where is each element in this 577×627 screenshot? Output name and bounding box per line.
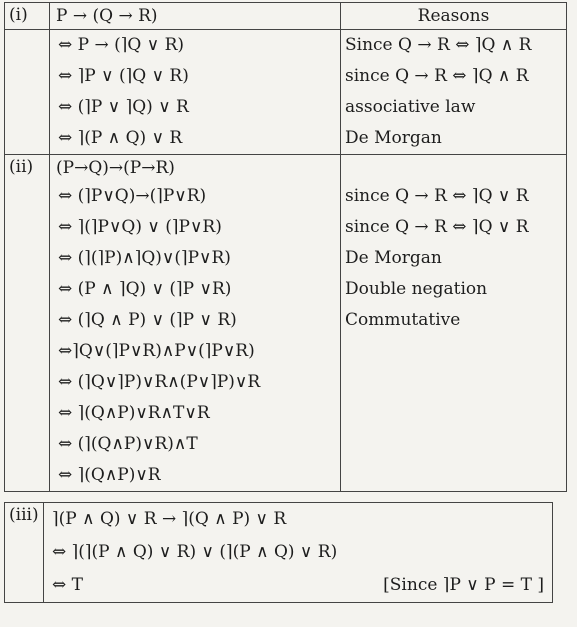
part-ii-step: ⇔ (⌉Q ∧ P) ∨ (⌉P ∨ R) [58, 310, 237, 330]
part-ii-step: ⇔ (⌉(Q∧P)∨R)∧T [58, 434, 198, 454]
part-ii-reason: since Q → R ⇔ ⌉Q ∨ R [345, 186, 529, 206]
part-i-step: ⇔ ⌉P ∨ (⌉Q ∨ R) [58, 66, 189, 86]
part-i-label-spacer [5, 30, 50, 155]
part-ii-label: (ii) [9, 157, 34, 177]
part-label-ii [5, 155, 50, 492]
part-ii-reason-spacer [341, 155, 566, 181]
reasons-header-cell [341, 3, 567, 30]
part-i-reason: De Morgan [345, 128, 442, 148]
part-label-iii [5, 503, 44, 603]
part-i-steps [50, 30, 341, 155]
part-ii-step: ⇔ (⌉(⌉P)∧⌉Q)∨(⌉P∨R) [58, 248, 231, 268]
part-iii-step: ⇔ T [52, 575, 83, 595]
part-i-reasons [341, 30, 567, 155]
proof-table-2 [4, 502, 553, 603]
part-iii-step: ⇔ ⌉(⌉(P ∧ Q) ∨ R) ∨ (⌉(P ∧ Q) ∨ R) [52, 542, 338, 562]
part-i-label: (i) [9, 5, 28, 25]
part-iii-label: (iii) [9, 505, 39, 525]
part-ii-step: ⇔ (P ∧ ⌉Q) ∨ (⌉P ∨R) [58, 279, 232, 299]
proof-table-1 [4, 2, 567, 492]
part-iii-steps [44, 503, 553, 603]
part-ii-reason: since Q → R ⇔ ⌉Q ∨ R [345, 217, 529, 237]
part-ii-header-expression: (P→Q)→(P→R) [56, 158, 175, 178]
part-ii-reasons [341, 155, 567, 492]
part-ii-step: ⇔ ⌉(Q∧P)∨R [58, 465, 161, 485]
part-i-header-expression: P → (Q → R) [56, 6, 158, 26]
part-ii-steps [50, 155, 341, 492]
part-ii-step: ⇔ (⌉P∨Q)→(⌉P∨R) [58, 186, 207, 206]
part-ii-step: ⇔ ⌉(Q∧P)∨R∧T∨R [58, 403, 210, 423]
part-i-header-cell [50, 3, 341, 30]
part-i-step: ⇔ P → (⌉Q ∨ R) [58, 35, 185, 55]
reasons-header: Reasons [417, 6, 490, 26]
part-i-reason: Since Q → R ⇔ ⌉Q ∧ R [345, 35, 532, 55]
part-i-reason: associative law [345, 97, 476, 117]
part-i-step: ⇔ (⌉P ∨ ⌉Q) ∨ R [58, 97, 189, 117]
part-ii-reason: Double negation [345, 279, 488, 299]
part-ii-step: ⇔ (⌉Q∨⌉P)∨R∧(P∨⌉P)∨R [58, 372, 261, 392]
part-iii-note: [Since ⌉P ∨ P = T ] [383, 575, 544, 595]
part-ii-step: ⇔ ⌉(⌉P∨Q) ∨ (⌉P∨R) [58, 217, 222, 237]
part-ii-reason: De Morgan [345, 248, 442, 268]
part-iii-step: ⌉(P ∧ Q) ∨ R → ⌉(Q ∧ P) ∨ R [52, 509, 287, 529]
part-ii-reason: Commutative [345, 310, 461, 330]
part-i-reason: since Q → R ⇔ ⌉Q ∧ R [345, 66, 529, 86]
part-iii-final-row [44, 569, 552, 602]
part-label-i [5, 3, 50, 30]
part-i-step: ⇔ ⌉(P ∧ Q) ∨ R [58, 128, 183, 148]
part-ii-step: ⇔⌉Q∨(⌉P∨R)∧P∨(⌉P∨R) [58, 341, 255, 361]
